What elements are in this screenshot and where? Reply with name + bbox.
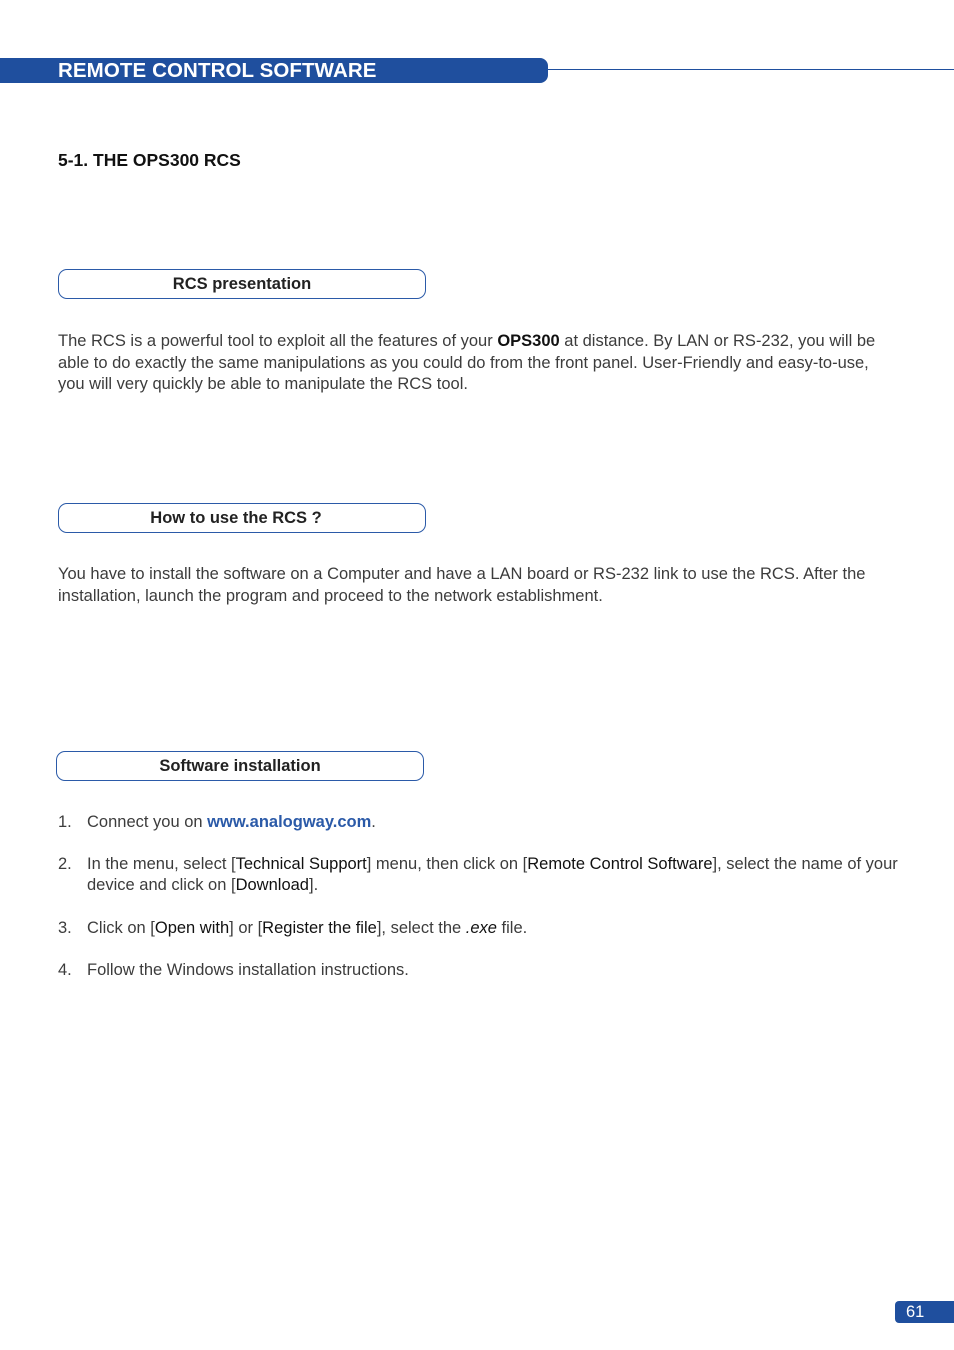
product-name: OPS300 (497, 332, 560, 350)
step-text: ], select the name of your device and click on [ (87, 855, 898, 894)
subsection-heading-label: How to use the RCS ? (150, 509, 322, 527)
rcs-presentation-paragraph (58, 331, 898, 396)
step-text: ] menu, then click on [ (366, 855, 528, 873)
paragraph-text: at distance. By LAN or RS-232, you will be able to do exactly the same manipulations as you could do from the front panel. User-Friendly and easy-to-use, you will very quickly be able to manipulate the RCS tool. (58, 332, 876, 393)
subsection-heading-label: Software installation (159, 757, 321, 775)
menu-name: Download (235, 876, 309, 894)
option-name: Register the file (262, 919, 377, 937)
section-title: 5-1. THE OPS300 RCS (58, 150, 241, 170)
step-text: ] or [ (229, 919, 263, 937)
how-to-use-paragraph: You have to install the software on a Computer and have a LAN board or RS-232 link to use the RCS. After the installation, launch the program and proceed to the network establishment. (58, 565, 866, 605)
list-text (87, 812, 898, 833)
chapter-title: REMOTE CONTROL SOFTWARE (58, 59, 377, 82)
list-text (87, 854, 898, 896)
file-extension: .exe (465, 919, 497, 937)
step-text: . (371, 813, 376, 831)
list-number: 4. (58, 961, 72, 979)
step-text: ]. (308, 876, 319, 894)
list-number: 1. (58, 813, 72, 831)
subsection-heading-software-installation (56, 751, 424, 781)
paragraph-text: The RCS is a powerful tool to exploit all the features of your (58, 332, 498, 350)
subsection-heading-rcs-presentation (58, 269, 426, 299)
menu-name: Remote Control Software (527, 855, 713, 873)
list-number: 2. (58, 855, 72, 873)
option-name: Open with (154, 919, 230, 937)
step-text: ], select the (376, 919, 466, 937)
page-number: 61 (895, 1301, 954, 1323)
step-text: file. (496, 919, 528, 937)
step-text: In the menu, select [ (87, 855, 236, 873)
list-text: Follow the Windows installation instructions. (87, 961, 409, 979)
subsection-heading-how-to-use (58, 503, 426, 533)
list-number: 3. (58, 919, 72, 937)
website-link[interactable]: www.analogway.com (207, 813, 372, 831)
step-text: Click on [ (87, 919, 155, 937)
subsection-heading-label: RCS presentation (172, 275, 312, 293)
step-text: Connect you on (87, 813, 208, 831)
header-rule (548, 69, 954, 70)
menu-name: Technical Support (235, 855, 367, 873)
list-text (87, 918, 898, 939)
